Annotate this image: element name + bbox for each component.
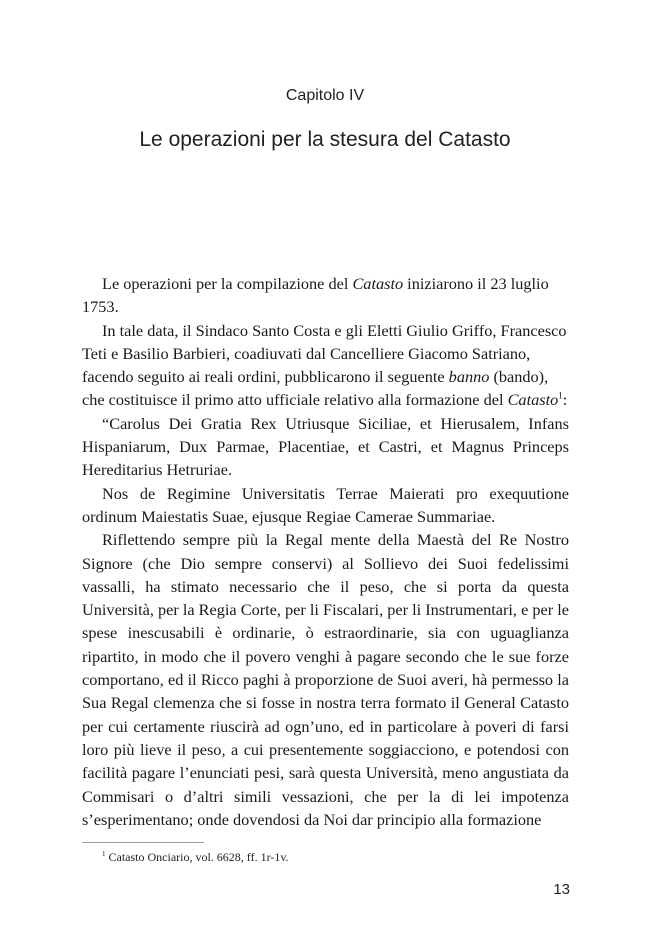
footnote-reference[interactable]: 1 — [558, 391, 563, 402]
emphasis-catasto-2: Catasto — [507, 390, 559, 410]
paragraph-5: Riflettendo sempre più la Regal mente della Maestà del Re Nostro Signore (che Dio sempre conservi) al Sollievo dei Suoi fedelissimi vassalli, ha stimato necessario che il peso, che si porta da questa Università, per la Regia Corte, per li Fiscalari, per li Instrumentari, e per le spese inescusabili è ordinarie, ò estraordinarie, sia con uguaglianza ripartito, in modo che il povero venghi à pagare secondo che le sue forze comportano, ed il Ricco paghi à proporzione de Suoi averi, hà permesso la Sua Regal clemenza che si fosse in nostra terra formato il General Catasto per cui certamente riuscirà ad ogn’uno, ed in particolare à poveri di farsi loro più lieve il peso, a cui presentemente soggiacciono, e potendosi con facilità pagare l’enunciati pesi, sarà questa Università, meno angustiata da Commisari o d’altri simili vessazioni, che per la di lei impotenza s’esperimentano; onde dovendosi da Noi dar principio alla formazione — [82, 530, 569, 829]
paragraph-1: Le operazioni per la compilazione del Catasto iniziarono il 23 luglio 1753. — [82, 274, 549, 317]
footnote-text: Catasto Onciario, vol. 6628, ff. 1r-1v. — [108, 850, 289, 864]
chapter-label: Capitolo IV — [285, 87, 365, 104]
paragraph-4: Nos de Regimine Universitatis Terrae Maierati pro exequutione ordinum Maiestatis Suae, ejusque Regiae Camerae Summariae. — [82, 483, 569, 526]
emphasis-catasto: Catasto — [352, 274, 404, 293]
emphasis-banno: banno — [448, 367, 490, 387]
footnote-marker: 1 — [102, 850, 106, 858]
paragraph-2: In tale data, il Sindaco Santo Costa e gli Eletti Giulio Griffo, Francesco Teti e Basilio Barbieri, coadiuvati dal Cancelliere Giacomo Satriano, facendo seguito ai reali ordini, pubblicarono il seguente banno (bando), che costituisce il primo atto ufficiale relativo alla formazione del Catasto$^1$: — [82, 320, 568, 410]
page-number: 13 — [553, 881, 570, 898]
chapter-title: Le operazioni per la stesura del Catasto — [139, 128, 511, 151]
footnote-divider — [82, 842, 204, 843]
paragraph-3: “Carolus Dei Gratia Rex Utriusque Siciliae, et Hierusalem, Infans Hispaniarum, Dux Parmae, Placentiae, et Castri, et Magnus Princeps Hereditarius Hetruriae. — [82, 413, 569, 480]
body-text — [82, 272, 569, 831]
footnote — [102, 850, 289, 865]
